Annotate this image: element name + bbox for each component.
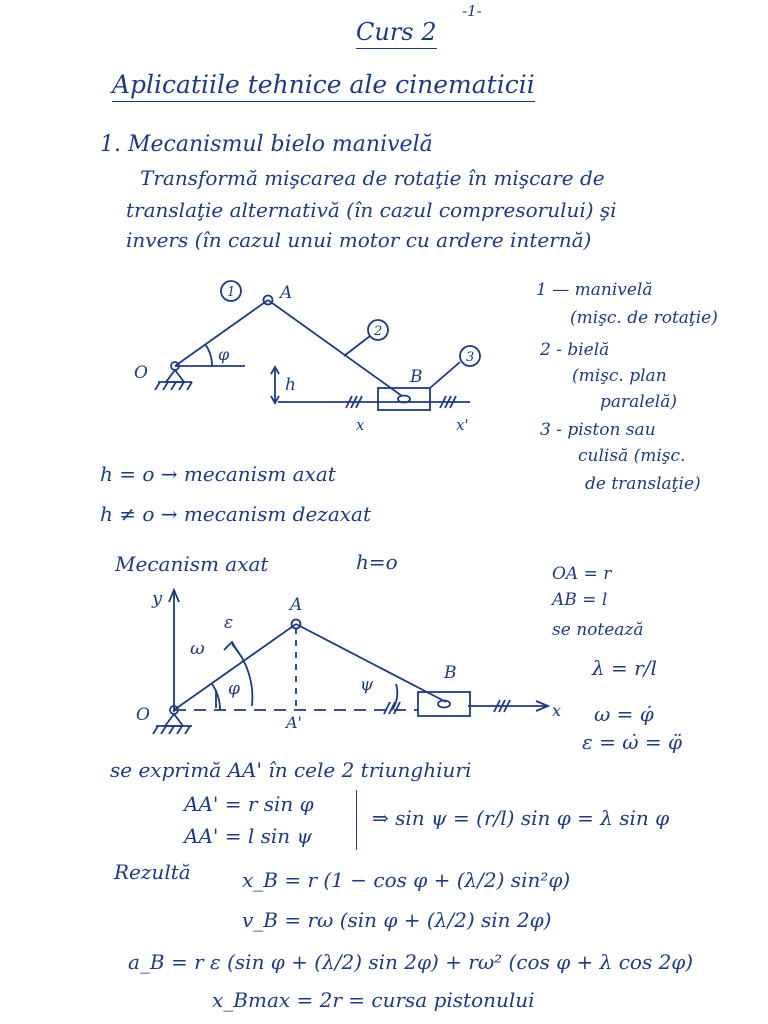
course-title: Curs 2: [356, 18, 437, 49]
notation-omega: ω = φ̇: [594, 702, 654, 726]
equation-xbmax: x_Bmax = 2r = cursa pistonului: [212, 988, 535, 1012]
label-a-2: A: [290, 595, 303, 615]
equation-sin-psi: ⇒ sin ψ = (r/l) sin φ = λ sin φ: [372, 806, 670, 830]
page-subtitle: Aplicatiile tehnice ale cinematicii: [112, 70, 535, 102]
label-psi: ψ: [360, 675, 374, 695]
label-num-1: 1: [227, 285, 236, 300]
slider-block-2: [418, 692, 470, 716]
equation-vb: v_B = rω (sin φ + (λ/2) sin 2φ): [242, 908, 552, 932]
notation-epsilon: ε = ω̇ = φ̈: [582, 730, 682, 754]
label-o: O: [134, 363, 148, 383]
equation-xb: x_B = r (1 − cos φ + (λ/2) sin²φ): [242, 868, 571, 892]
label-b-2: B: [444, 663, 457, 683]
notation-oa: OA = r: [552, 564, 612, 584]
label-a: A: [280, 283, 293, 303]
ground-support-2: [165, 714, 183, 726]
section2-heading: Mecanism axat: [115, 552, 269, 576]
legend-line-6: 3 - piston sau: [540, 420, 656, 440]
label-omega: ω: [190, 638, 205, 659]
legend-line-4: (mişc. plan: [572, 366, 667, 386]
label-y: y: [152, 588, 163, 609]
ground-support: [166, 370, 184, 382]
label-a-prime: A': [286, 713, 302, 732]
result-label: Rezultă: [114, 860, 191, 884]
label-x-2: x: [552, 701, 562, 720]
label-epsilon: ε: [224, 613, 234, 633]
system-brace: [356, 790, 357, 850]
case-offset: h ≠ o → mecanism dezaxat: [100, 502, 371, 526]
legend-line-1: 1 — manivelă: [536, 280, 653, 300]
legend-line-2: (mişc. de rotaţie): [570, 308, 718, 328]
mechanism-diagram-offset: [130, 270, 530, 440]
notation-lambda: λ = r/l: [592, 656, 657, 680]
label-x: x: [356, 416, 365, 434]
intro-line-2: translaţie alternativă (în cazul compresorului) şi: [126, 198, 617, 222]
intro-line-1: Transformă mişcarea de rotaţie în mişcare de: [140, 166, 605, 190]
page-number: -1-: [462, 2, 482, 20]
slider-block: [378, 388, 430, 410]
legend-line-7: culisă (mişc.: [578, 446, 686, 466]
label-num-3: 3: [466, 350, 475, 365]
angle-arc-phi: [205, 344, 212, 366]
intro-line-3: invers (în cazul unui motor cu ardere internă): [126, 228, 592, 252]
equation-aa-2: AA' = l sin ψ: [184, 824, 313, 848]
mechanism-diagram-axial: [128, 580, 578, 750]
label-phi-2: φ: [228, 679, 240, 699]
notation-se-noteaza: se notează: [552, 620, 644, 640]
section1-heading: 1. Mecanismul bielo manivelă: [100, 132, 433, 157]
label-o-2: O: [136, 705, 150, 725]
section2-condition: h=o: [356, 550, 398, 574]
equation-ab: a_B = r ε (sin φ + (λ/2) sin 2φ) + rω² (cos φ + λ cos 2φ): [128, 950, 694, 974]
omega-arrow: [224, 642, 238, 652]
legend-line-3: 2 - bielă: [540, 340, 610, 360]
legend-line-8: de translaţie): [585, 474, 701, 494]
notation-ab: AB = l: [552, 590, 608, 610]
label-h: h: [285, 375, 296, 395]
label-num-2: 2: [374, 324, 383, 339]
case-axial: h = o → mecanism axat: [100, 462, 336, 486]
label-x-prime: x': [456, 416, 469, 434]
equation-aa-1: AA' = r sin φ: [184, 792, 314, 816]
legend-line-5: paralelă): [600, 392, 677, 412]
label-b: B: [410, 367, 423, 387]
derivation-intro: se exprimă AA' în cele 2 triunghiuri: [110, 758, 472, 782]
label-phi: φ: [218, 345, 230, 364]
